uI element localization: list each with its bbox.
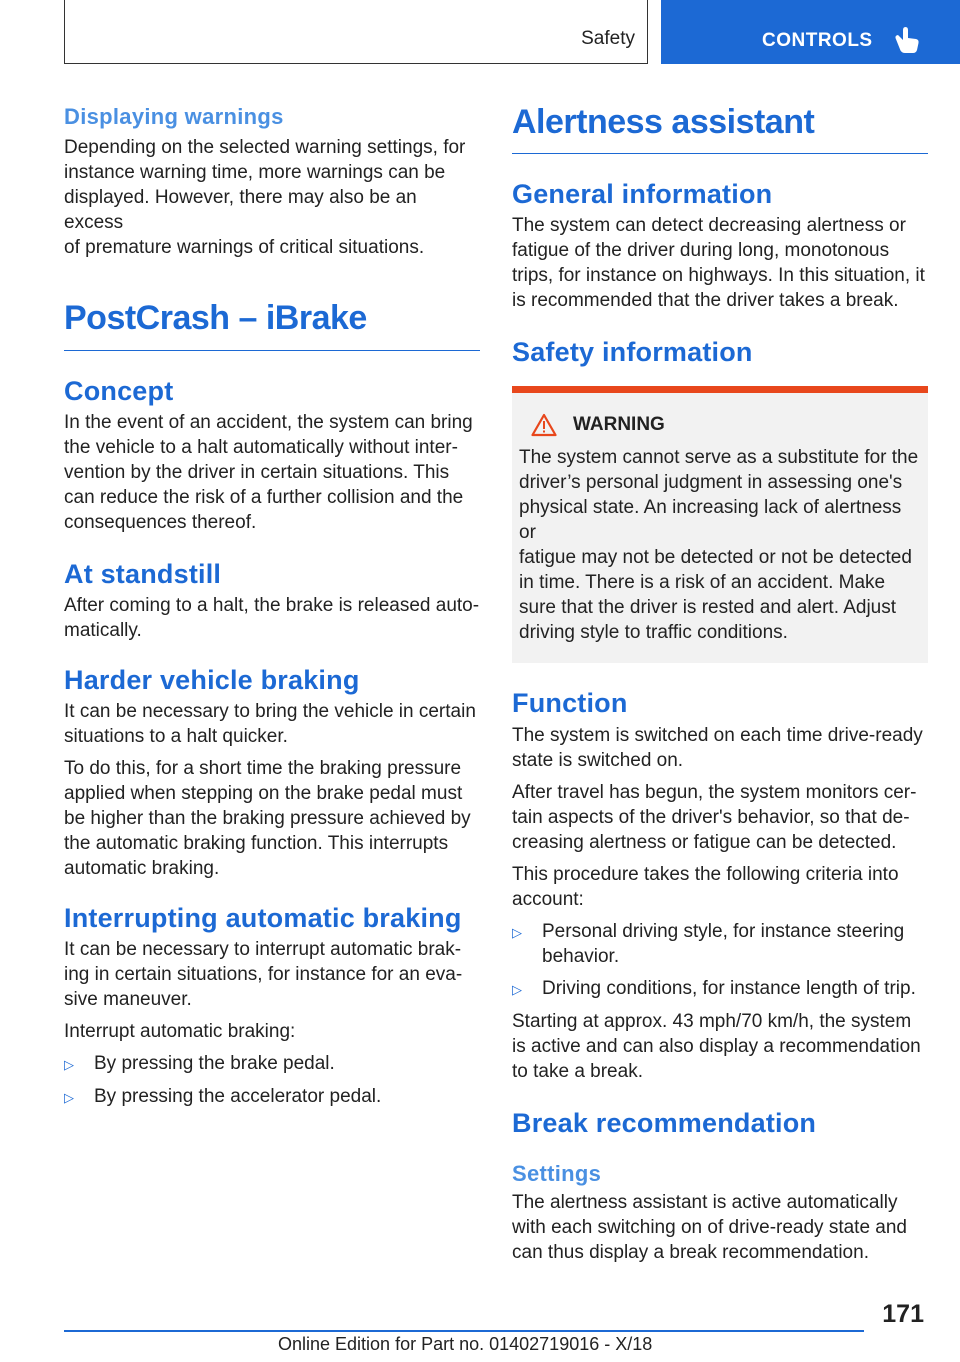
text-line: with each switching on of drive-ready state and (512, 1216, 907, 1238)
text-line: automatic braking. (64, 857, 220, 879)
text-line: Starting at approx. 43 mph/70 km/h, the system (512, 1010, 912, 1032)
text-line: sive maneuver. (64, 988, 192, 1010)
text-line: instance warning time, more warnings can be (64, 162, 446, 184)
concept-heading: Concept (64, 375, 174, 406)
function-paragraph-2 (512, 780, 928, 855)
text-line: vention by the driver in certain situations. This (64, 461, 450, 483)
bullet-triangle-icon: ▷ (64, 1056, 74, 1072)
bullet-item (64, 1084, 480, 1110)
footer-divider (64, 1330, 864, 1332)
text-line: applied when stepping on the brake pedal must (64, 782, 463, 804)
settings-paragraph (512, 1190, 928, 1265)
break-recommendation-heading: Break recommendation (512, 1107, 817, 1138)
footer-edition: Online Edition for Part no. 01402719016 - X/18 (278, 1334, 653, 1354)
header-section-title: Safety (581, 28, 635, 49)
text-line: sure that the driver is rested and alert. Adjust (519, 597, 897, 619)
page-number: 171 (882, 1300, 924, 1328)
function-heading: Function (512, 688, 628, 719)
text-line: After coming to a halt, the brake is released auto‐ (64, 594, 480, 616)
text-line: matically. (64, 619, 142, 641)
concept-paragraph (64, 410, 480, 535)
header-chapter-title: CONTROLS (762, 30, 873, 51)
text-line: The system can detect decreasing alertness or (512, 215, 906, 237)
text-line: After travel has begun, the system monitors cer‐ (512, 781, 917, 803)
text-line: This procedure takes the following criteria into (512, 863, 899, 885)
text-line: To do this, for a short time the braking pressure (64, 757, 462, 779)
bullet-text: Driving conditions, for instance length of trip. (542, 977, 916, 999)
bullet-text: By pressing the accelerator pedal. (94, 1085, 382, 1107)
header-chapter-tab[interactable] (661, 0, 960, 64)
text-line: account: (512, 888, 584, 910)
warning-header (519, 413, 921, 437)
harder-braking-heading: Harder vehicle braking (64, 664, 360, 695)
interrupting-braking-heading: Interrupting automatic braking (64, 902, 462, 933)
text-line: is recommended that the driver takes a break. (512, 290, 899, 312)
text-line: can thus display a break recommendation. (512, 1241, 869, 1263)
general-info-paragraph (512, 213, 928, 313)
text-line: It can be necessary to interrupt automatic brak‐ (64, 938, 462, 960)
alertness-title: Alertness assistant (512, 104, 928, 154)
warning-label: WARNING (573, 414, 665, 436)
bullet-triangle-icon: ▷ (512, 981, 522, 997)
text-line: the vehicle to a halt automatically without inter‐ (64, 436, 458, 458)
text-line: situations to a halt quicker. (64, 725, 288, 747)
text-line: In the event of an accident, the system can bring (64, 411, 473, 433)
text-line: the automatic braking function. This interrupts (64, 832, 449, 854)
text-line: of premature warnings of critical situations. (64, 237, 425, 259)
bullet-item (512, 976, 928, 1002)
settings-heading: Settings (512, 1160, 602, 1186)
text-line: is active and can also display a recommendation (512, 1035, 921, 1057)
text-line: can reduce the risk of a further collision and the (64, 486, 464, 508)
function-paragraph-1 (512, 723, 928, 773)
interrupting-paragraph-2: Interrupt automatic braking: (64, 1020, 296, 1042)
standstill-paragraph (64, 593, 480, 643)
displaying-warnings-heading: Displaying warnings (64, 104, 284, 129)
text-line: consequences thereof. (64, 511, 257, 533)
text-line: displayed. However, there may also be an excess (64, 187, 417, 234)
left-column (64, 100, 480, 1110)
general-info-heading: General information (512, 179, 773, 210)
text-line: be higher than the braking pressure achieved by (64, 807, 471, 829)
text-line: behavior. (542, 945, 620, 967)
function-paragraph-4 (512, 1009, 928, 1084)
interrupting-paragraph-1 (64, 937, 480, 1012)
text-line: in time. There is a risk of an accident. Make (519, 572, 886, 594)
bullet-text: By pressing the brake pedal. (94, 1052, 335, 1074)
text-line: ing in certain situations, for instance for an eva‐ (64, 963, 463, 985)
bullet-triangle-icon: ▷ (64, 1089, 74, 1105)
text-line: driving style to traffic conditions. (519, 622, 788, 644)
warning-triangle-icon (531, 413, 557, 437)
pointing-hand-icon (894, 26, 920, 54)
header-section-box (64, 0, 648, 64)
harder-braking-paragraph-1 (64, 699, 480, 749)
postcrash-title: PostCrash – iBrake (64, 300, 480, 350)
text-line: Personal driving style, for instance steering (542, 920, 905, 942)
function-paragraph-3 (512, 862, 928, 912)
bullet-triangle-icon: ▷ (512, 924, 522, 940)
text-line: The system cannot serve as a substitute for the (519, 447, 919, 469)
displaying-warnings-paragraph (64, 135, 480, 260)
text-line: to take a break. (512, 1060, 643, 1082)
warning-box (512, 386, 928, 663)
text-line: The alertness assistant is active automatically (512, 1191, 898, 1213)
text-line: fatigue of the driver during long, monotonous (512, 240, 890, 262)
bullet-text (542, 919, 904, 969)
right-column (512, 100, 928, 1265)
text-line: trips, for instance on highways. In this situation, it (512, 265, 925, 287)
text-line: tain aspects of the driver's behavior, so that de‐ (512, 806, 910, 828)
text-line: The system is switched on each time drive-ready (512, 724, 923, 746)
standstill-heading: At standstill (64, 558, 222, 589)
safety-info-heading: Safety information (512, 337, 753, 368)
bullet-item (512, 919, 928, 969)
text-line: Depending on the selected warning settings, for (64, 137, 466, 159)
harder-braking-paragraph-2 (64, 756, 480, 881)
text-line: state is switched on. (512, 749, 684, 771)
text-line: driver’s personal judgment in assessing one's (519, 472, 903, 494)
text-line: fatigue may not be detected or not be detected (519, 547, 912, 569)
bullet-item (64, 1051, 480, 1077)
text-line: creasing alertness or fatigue can be detected. (512, 831, 897, 853)
text-line: It can be necessary to bring the vehicle in certain (64, 700, 476, 722)
text-line: physical state. An increasing lack of alertness or (519, 497, 902, 544)
